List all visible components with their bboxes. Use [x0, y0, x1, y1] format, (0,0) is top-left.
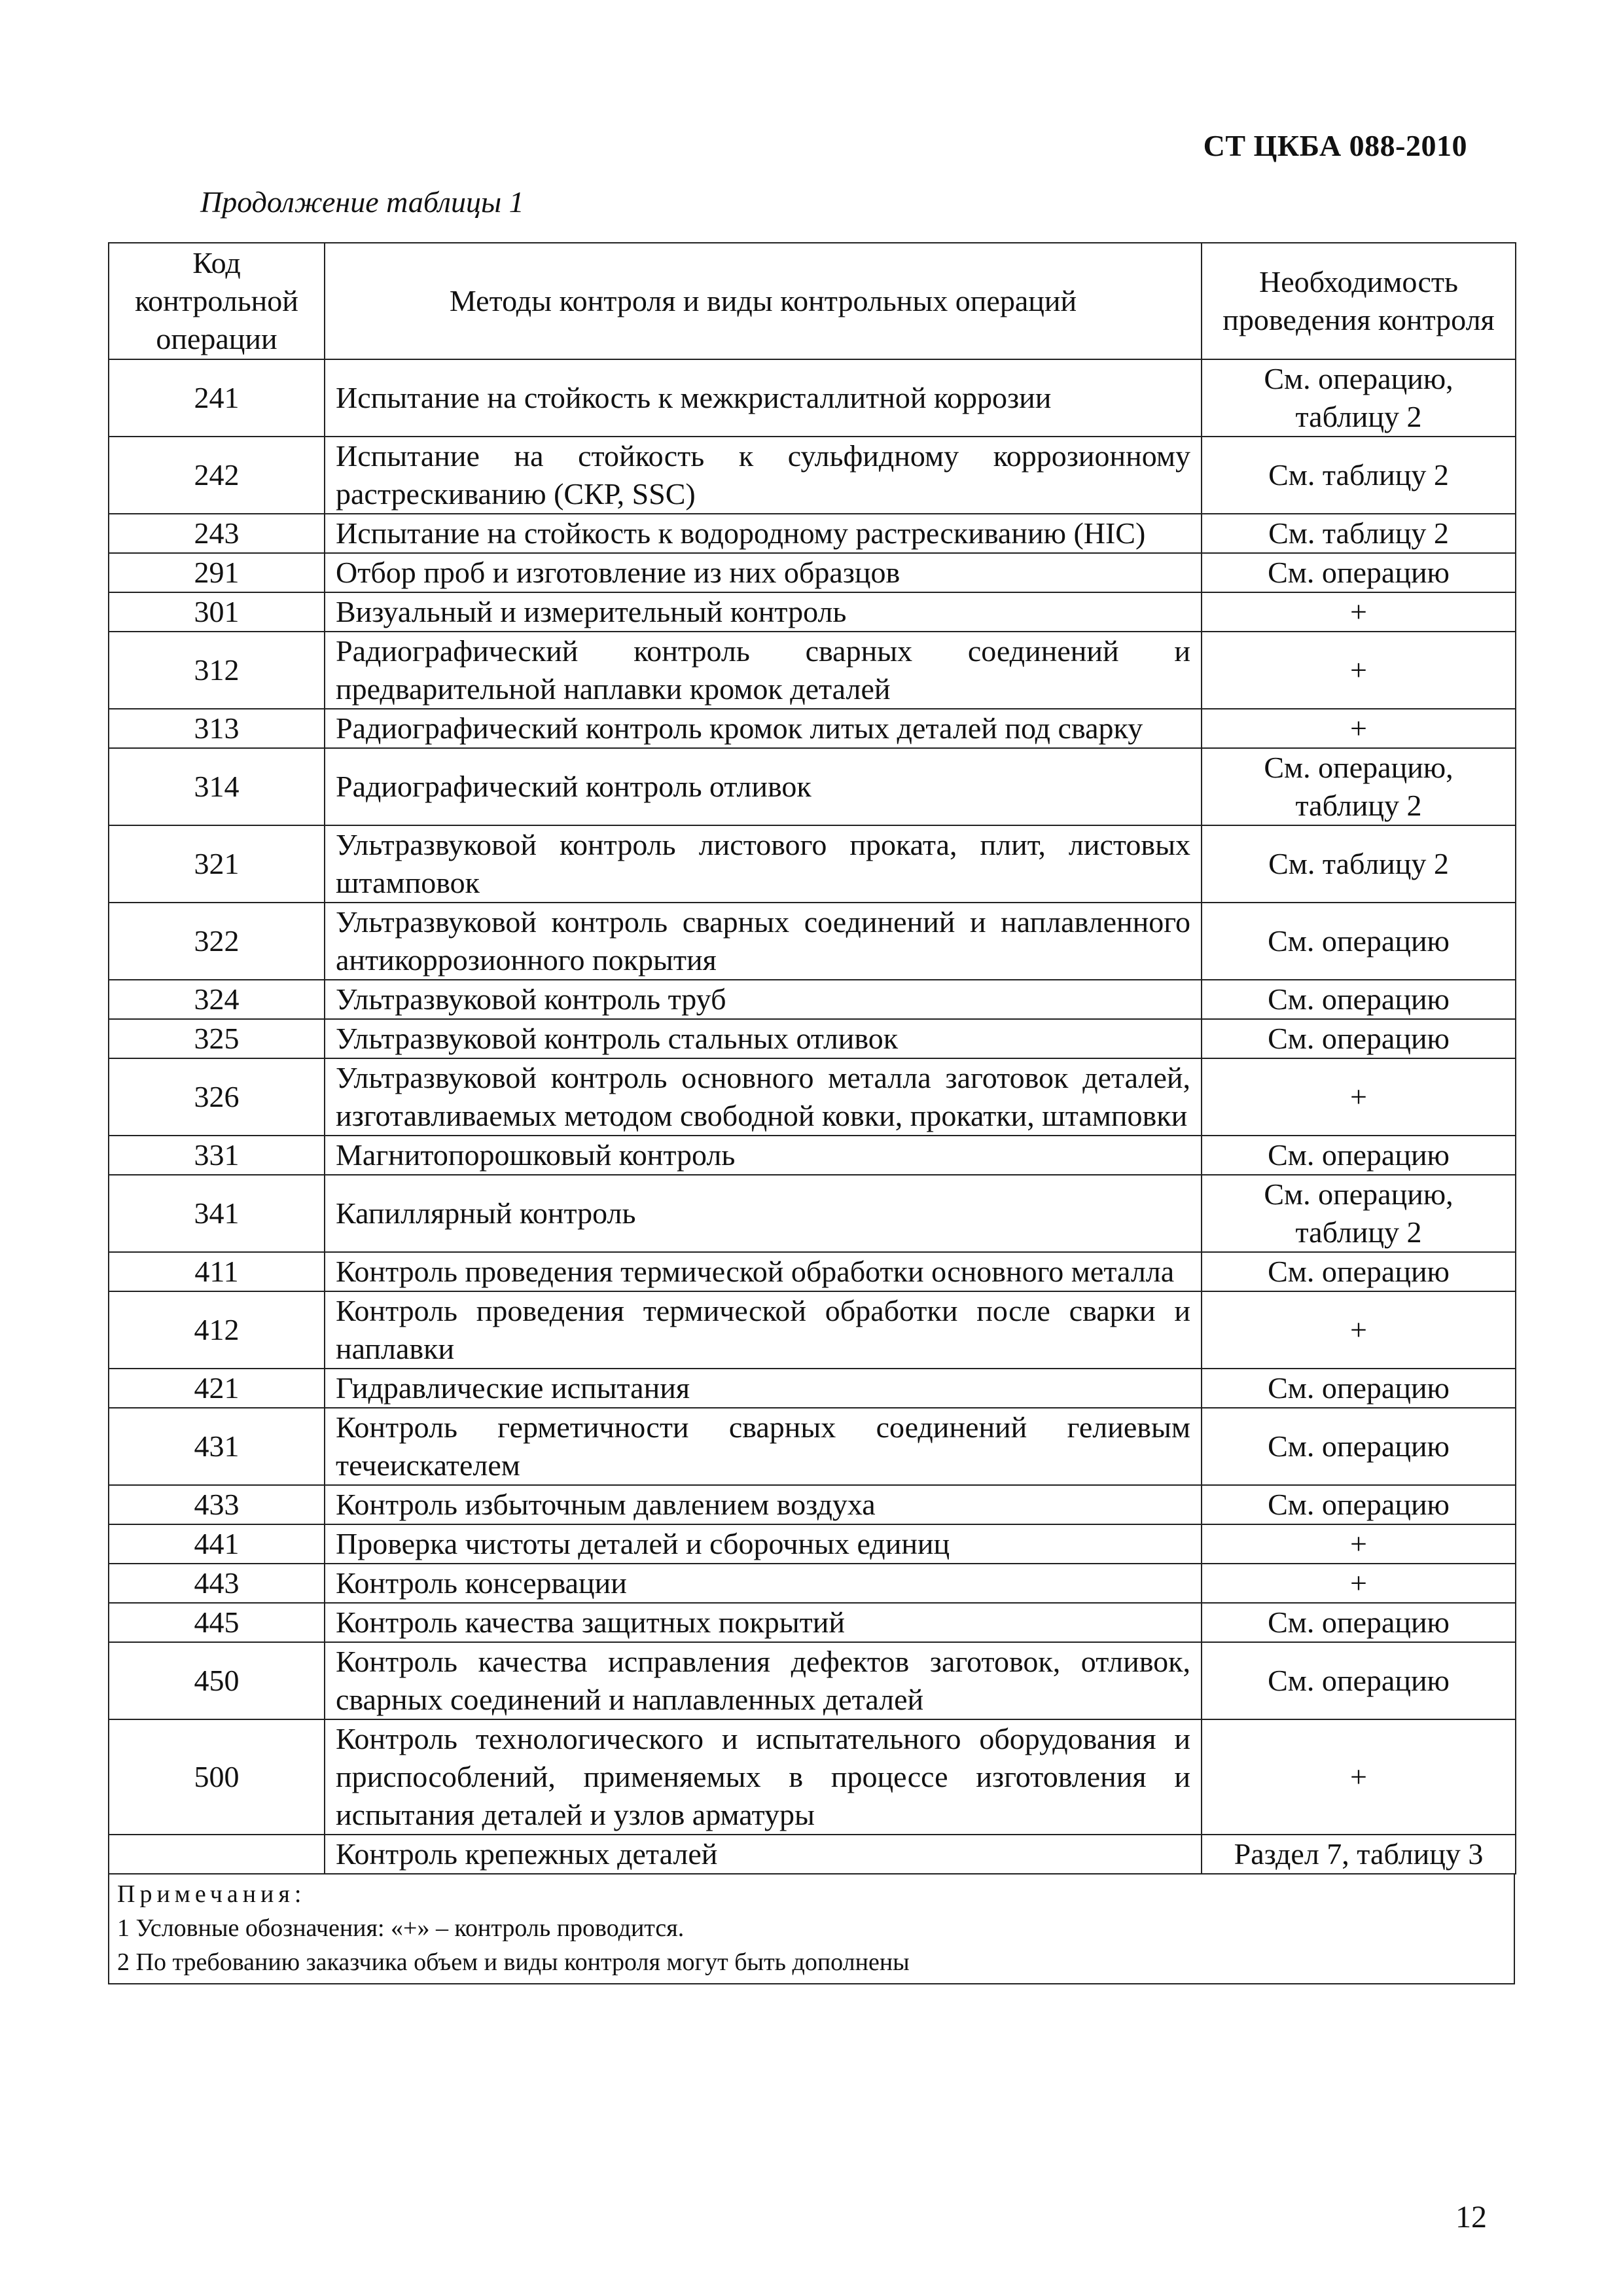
- row-code-cell: 500: [109, 1719, 325, 1835]
- row-code-cell: 321: [109, 825, 325, 903]
- row-method-cell: Испытание на стойкость к водородному растрескиванию (HIC): [325, 514, 1202, 553]
- row-need-cell: См. операцию: [1202, 553, 1516, 592]
- table-row: [109, 1175, 1516, 1252]
- table-row: [109, 748, 1516, 825]
- row-method-cell: Контроль герметичности сварных соединений гелиевым течеискателем: [325, 1408, 1202, 1485]
- row-code-cell: 411: [109, 1252, 325, 1291]
- row-need-cell: См. операцию: [1202, 980, 1516, 1019]
- notes-title: Примечания:: [117, 1880, 306, 1908]
- row-need-cell: См. операцию, таблицу 2: [1202, 359, 1516, 437]
- table-row: [109, 1136, 1516, 1175]
- row-method-cell: Ультразвуковой контроль сварных соединений и наплавленного антикоррозионного покрытия: [325, 903, 1202, 980]
- row-method-cell: Магнитопорошковый контроль: [325, 1136, 1202, 1175]
- column-header-code: Код контрольной операции: [109, 243, 325, 359]
- row-need-cell: +: [1202, 1719, 1516, 1835]
- row-method-cell: Контроль проведения термической обработки после сварки и наплавки: [325, 1291, 1202, 1369]
- row-code-cell: 331: [109, 1136, 325, 1175]
- row-method-cell: Отбор проб и изготовление из них образцов: [325, 553, 1202, 592]
- table-caption: Продолжение таблицы 1: [200, 185, 524, 219]
- table-body: [109, 359, 1516, 1874]
- row-code-cell: 443: [109, 1564, 325, 1603]
- table-row: [109, 825, 1516, 903]
- row-code-cell: 441: [109, 1524, 325, 1564]
- row-method-cell: Ультразвуковой контроль листового проката, плит, листовых штамповок: [325, 825, 1202, 903]
- row-need-cell: См. операцию: [1202, 1603, 1516, 1642]
- table-row: [109, 1642, 1516, 1719]
- row-method-cell: Контроль проведения термической обработки основного металла: [325, 1252, 1202, 1291]
- row-code-cell: 313: [109, 709, 325, 748]
- row-method-cell: Капиллярный контроль: [325, 1175, 1202, 1252]
- row-code-cell: 421: [109, 1369, 325, 1408]
- row-method-cell: Ультразвуковой контроль стальных отливок: [325, 1019, 1202, 1058]
- row-need-cell: См. операцию, таблицу 2: [1202, 748, 1516, 825]
- row-need-cell: См. операцию: [1202, 1485, 1516, 1524]
- notes-block: [108, 1874, 1515, 1984]
- row-code-cell: 243: [109, 514, 325, 553]
- table-row: [109, 1291, 1516, 1369]
- document-code: СТ ЦКБА 088-2010: [1203, 129, 1467, 162]
- table-row: [109, 514, 1516, 553]
- row-code-cell: 314: [109, 748, 325, 825]
- row-method-cell: Контроль избыточным давлением воздуха: [325, 1485, 1202, 1524]
- row-code-cell: 291: [109, 553, 325, 592]
- row-code-cell: 341: [109, 1175, 325, 1252]
- table-row: [109, 632, 1516, 709]
- row-code-cell: 241: [109, 359, 325, 437]
- row-need-cell: См. операцию: [1202, 1019, 1516, 1058]
- table-row: [109, 1252, 1516, 1291]
- row-method-cell: Ультразвуковой контроль основного металла заготовок деталей, изготавливаемых методом свободной ковки, прокатки, штамповки: [325, 1058, 1202, 1136]
- row-need-cell: +: [1202, 1524, 1516, 1564]
- row-method-cell: Испытание на стойкость к сульфидному коррозионному растрескиванию (СКР, SSC): [325, 437, 1202, 514]
- row-need-cell: См. операцию: [1202, 1408, 1516, 1485]
- inspection-table: [108, 242, 1516, 1874]
- table-row: [109, 709, 1516, 748]
- row-method-cell: Радиографический контроль кромок литых деталей под сварку: [325, 709, 1202, 748]
- row-need-cell: См. операцию: [1202, 1252, 1516, 1291]
- inspection-table-container: [108, 242, 1515, 1984]
- row-method-cell: Ультразвуковой контроль труб: [325, 980, 1202, 1019]
- row-method-cell: Контроль качества защитных покрытий: [325, 1603, 1202, 1642]
- note-item: 1 Условные обозначения: «+» – контроль проводится.: [117, 1914, 685, 1942]
- row-method-cell: Радиографический контроль отливок: [325, 748, 1202, 825]
- table-row: [109, 1603, 1516, 1642]
- row-method-cell: Контроль консервации: [325, 1564, 1202, 1603]
- page-number: 12: [1455, 2200, 1487, 2234]
- row-method-cell: Контроль технологического и испытательного оборудования и приспособлений, применяемых в процессе изготовления и испытания деталей и узлов арматуры: [325, 1719, 1202, 1835]
- row-need-cell: +: [1202, 1291, 1516, 1369]
- row-method-cell: Проверка чистоты деталей и сборочных единиц: [325, 1524, 1202, 1564]
- column-header-method: Методы контроля и виды контрольных операций: [325, 243, 1202, 359]
- table-row: [109, 1835, 1516, 1874]
- row-code-cell: 324: [109, 980, 325, 1019]
- row-code-cell: 450: [109, 1642, 325, 1719]
- row-need-cell: +: [1202, 1058, 1516, 1136]
- table-row: [109, 1408, 1516, 1485]
- row-code-cell: 312: [109, 632, 325, 709]
- row-need-cell: См. операцию, таблицу 2: [1202, 1175, 1516, 1252]
- table-row: [109, 359, 1516, 437]
- table-row: [109, 1524, 1516, 1564]
- table-row: [109, 1564, 1516, 1603]
- table-row: [109, 437, 1516, 514]
- row-code-cell: 301: [109, 592, 325, 632]
- row-method-cell: Визуальный и измерительный контроль: [325, 592, 1202, 632]
- row-need-cell: Раздел 7, таблицу 3: [1202, 1835, 1516, 1874]
- row-need-cell: См. операцию: [1202, 1136, 1516, 1175]
- table-row: [109, 1058, 1516, 1136]
- row-need-cell: +: [1202, 632, 1516, 709]
- note-item: 2 По требованию заказчика объем и виды контроля могут быть дополнены: [117, 1948, 910, 1976]
- row-method-cell: Гидравлические испытания: [325, 1369, 1202, 1408]
- table-row: [109, 903, 1516, 980]
- row-code-cell: 325: [109, 1019, 325, 1058]
- row-method-cell: Радиографический контроль сварных соединений и предварительной наплавки кромок деталей: [325, 632, 1202, 709]
- row-need-cell: См. операцию: [1202, 1369, 1516, 1408]
- row-method-cell: Испытание на стойкость к межкристаллитной коррозии: [325, 359, 1202, 437]
- row-need-cell: См. таблицу 2: [1202, 514, 1516, 553]
- row-code-cell: 445: [109, 1603, 325, 1642]
- row-code-cell: 322: [109, 903, 325, 980]
- row-code-cell: [109, 1835, 325, 1874]
- row-need-cell: См. операцию: [1202, 1642, 1516, 1719]
- table-row: [109, 553, 1516, 592]
- table-row: [109, 1719, 1516, 1835]
- table-row: [109, 1485, 1516, 1524]
- row-code-cell: 431: [109, 1408, 325, 1485]
- column-header-need: Необходимость проведения контроля: [1202, 243, 1516, 359]
- row-need-cell: См. операцию: [1202, 903, 1516, 980]
- row-code-cell: 326: [109, 1058, 325, 1136]
- table-row: [109, 1019, 1516, 1058]
- table-header-row: [109, 243, 1516, 359]
- row-need-cell: +: [1202, 1564, 1516, 1603]
- row-need-cell: См. таблицу 2: [1202, 437, 1516, 514]
- row-method-cell: Контроль качества исправления дефектов заготовок, отливок, сварных соединений и наплавленных деталей: [325, 1642, 1202, 1719]
- row-need-cell: +: [1202, 709, 1516, 748]
- row-method-cell: Контроль крепежных деталей: [325, 1835, 1202, 1874]
- row-code-cell: 242: [109, 437, 325, 514]
- row-need-cell: +: [1202, 592, 1516, 632]
- table-row: [109, 980, 1516, 1019]
- row-code-cell: 433: [109, 1485, 325, 1524]
- row-need-cell: См. таблицу 2: [1202, 825, 1516, 903]
- table-row: [109, 592, 1516, 632]
- row-code-cell: 412: [109, 1291, 325, 1369]
- table-row: [109, 1369, 1516, 1408]
